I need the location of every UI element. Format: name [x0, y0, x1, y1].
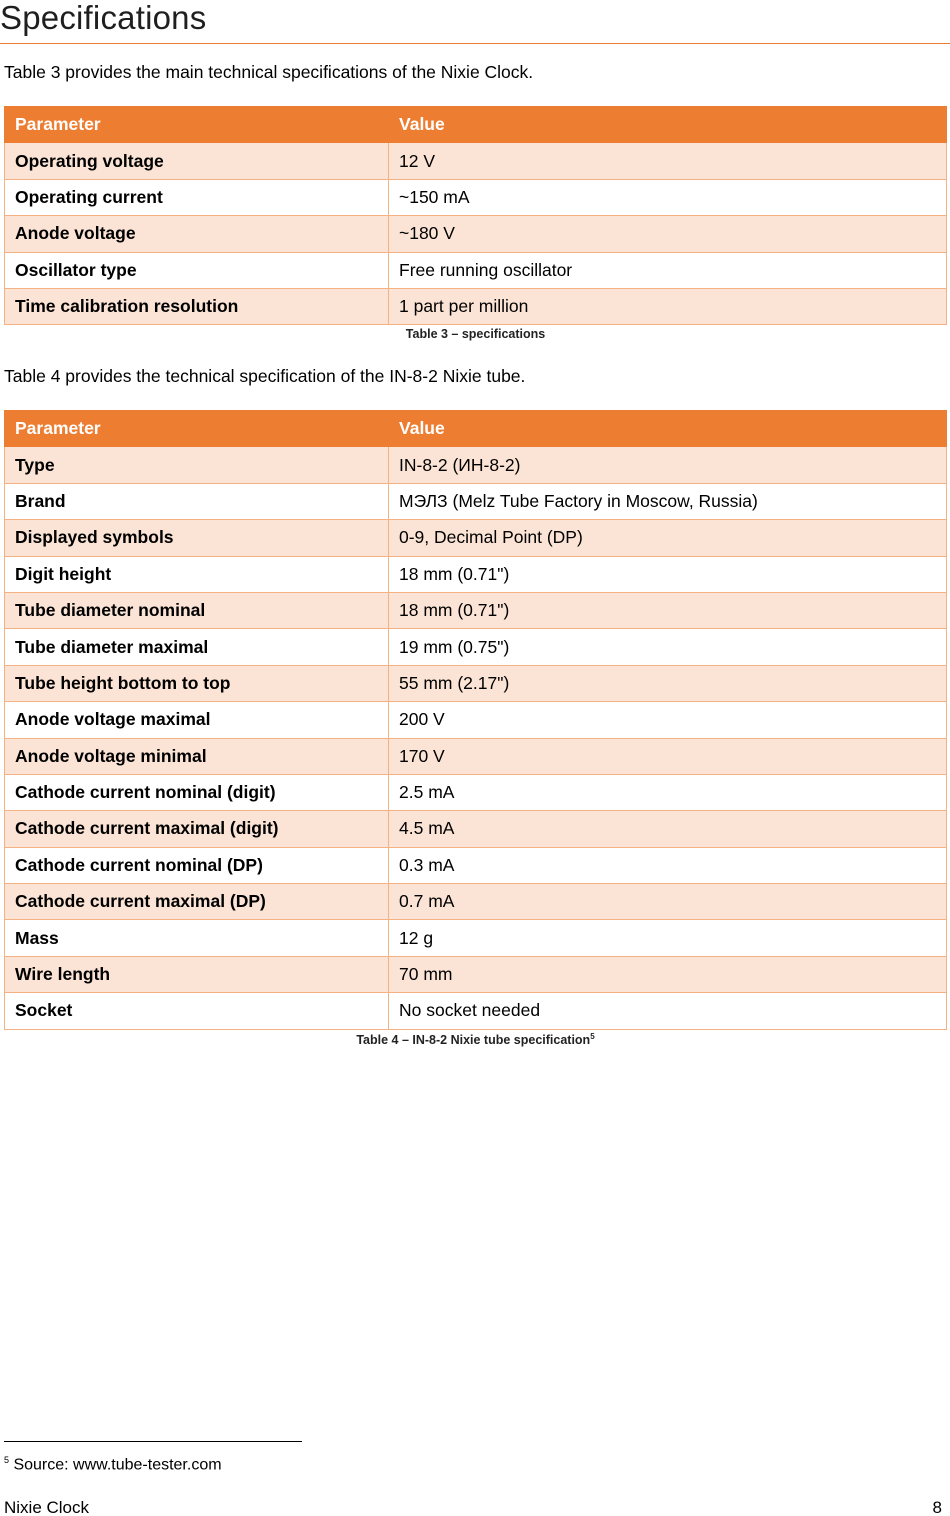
value-cell: МЭЛЗ (Melz Tube Factory in Moscow, Russia)	[389, 483, 947, 519]
parameter-cell: Socket	[5, 993, 389, 1029]
nixie-tube-specifications-table	[4, 410, 947, 1030]
parameter-cell: Displayed symbols	[5, 520, 389, 556]
table-row	[5, 216, 947, 252]
intro-paragraph-2: Table 4 provides the technical specification of the IN-8-2 Nixie tube.	[4, 366, 526, 386]
table-header-row	[5, 411, 947, 447]
table-row	[5, 811, 947, 847]
value-cell: 1 part per million	[389, 288, 947, 324]
table-row	[5, 774, 947, 810]
value-cell: 4.5 mA	[389, 811, 947, 847]
parameter-cell: Tube diameter nominal	[5, 592, 389, 628]
table-row	[5, 483, 947, 519]
value-cell: ~150 mA	[389, 179, 947, 215]
parameter-cell: Operating current	[5, 179, 389, 215]
parameter-cell: Wire length	[5, 956, 389, 992]
value-cell: 200 V	[389, 702, 947, 738]
table-caption: Table 3 – specifications	[405, 327, 546, 341]
intro-paragraph-1: Table 3 provides the main technical specifications of the Nixie Clock.	[4, 62, 534, 82]
page-footer	[4, 1498, 942, 1516]
table-row	[5, 179, 947, 215]
value-cell: 19 mm (0.75")	[389, 629, 947, 665]
value-cell: 70 mm	[389, 956, 947, 992]
value-cell: IN-8-2 (ИН-8-2)	[389, 447, 947, 483]
table-row	[5, 847, 947, 883]
value-cell: 18 mm (0.71")	[389, 556, 947, 592]
table-row	[5, 629, 947, 665]
table-row	[5, 884, 947, 920]
footnote-text: Source: www.tube-tester.com	[9, 1456, 222, 1474]
parameter-cell: Cathode current maximal (DP)	[5, 884, 389, 920]
parameter-cell: Cathode current nominal (DP)	[5, 847, 389, 883]
value-cell: No socket needed	[389, 993, 947, 1029]
specifications-table	[4, 106, 947, 325]
footnote-number: 5	[4, 1455, 10, 1465]
table-row	[5, 288, 947, 324]
column-header-value: Value	[389, 411, 947, 447]
table-caption	[4, 1032, 947, 1047]
table-row	[5, 956, 947, 992]
value-cell: 0.3 mA	[389, 847, 947, 883]
value-cell: 0-9, Decimal Point (DP)	[389, 520, 947, 556]
table-row	[5, 702, 947, 738]
table-row	[5, 252, 947, 288]
value-cell: 170 V	[389, 738, 947, 774]
value-cell: 18 mm (0.71")	[389, 592, 947, 628]
table-row	[5, 520, 947, 556]
value-cell: Free running oscillator	[389, 252, 947, 288]
page-number: 8	[932, 1498, 942, 1516]
table-header-row	[5, 107, 947, 143]
value-cell: ~180 V	[389, 216, 947, 252]
parameter-cell: Cathode current maximal (digit)	[5, 811, 389, 847]
parameter-cell: Type	[5, 447, 389, 483]
table-row	[5, 556, 947, 592]
footer-document-title: Nixie Clock	[4, 1498, 90, 1516]
page-title: Specifications	[0, 0, 950, 44]
parameter-cell: Mass	[5, 920, 389, 956]
parameter-cell: Operating voltage	[5, 143, 389, 179]
parameter-cell: Anode voltage	[5, 216, 389, 252]
table-row	[5, 143, 947, 179]
parameter-cell: Anode voltage maximal	[5, 702, 389, 738]
value-cell: 12 V	[389, 143, 947, 179]
table-caption-text: Table 4 – IN-8-2 Nixie tube specification	[356, 1033, 591, 1048]
parameter-cell: Tube height bottom to top	[5, 665, 389, 701]
parameter-cell: Anode voltage minimal	[5, 738, 389, 774]
table-row	[5, 920, 947, 956]
footnote	[4, 1455, 222, 1474]
parameter-cell: Tube diameter maximal	[5, 629, 389, 665]
table-row	[5, 738, 947, 774]
column-header-parameter: Parameter	[5, 107, 389, 143]
table-row	[5, 993, 947, 1029]
value-cell: 55 mm (2.17")	[389, 665, 947, 701]
table-row	[5, 592, 947, 628]
value-cell: 12 g	[389, 920, 947, 956]
column-header-value: Value	[389, 107, 947, 143]
parameter-cell: Time calibration resolution	[5, 288, 389, 324]
column-header-parameter: Parameter	[5, 411, 389, 447]
table-row	[5, 447, 947, 483]
parameter-cell: Cathode current nominal (digit)	[5, 774, 389, 810]
footnote-separator	[4, 1441, 302, 1442]
parameter-cell: Brand	[5, 483, 389, 519]
value-cell: 0.7 mA	[389, 884, 947, 920]
table-row	[5, 665, 947, 701]
parameter-cell: Digit height	[5, 556, 389, 592]
parameter-cell: Oscillator type	[5, 252, 389, 288]
value-cell: 2.5 mA	[389, 774, 947, 810]
footnote-reference[interactable]: 5	[590, 1032, 595, 1041]
